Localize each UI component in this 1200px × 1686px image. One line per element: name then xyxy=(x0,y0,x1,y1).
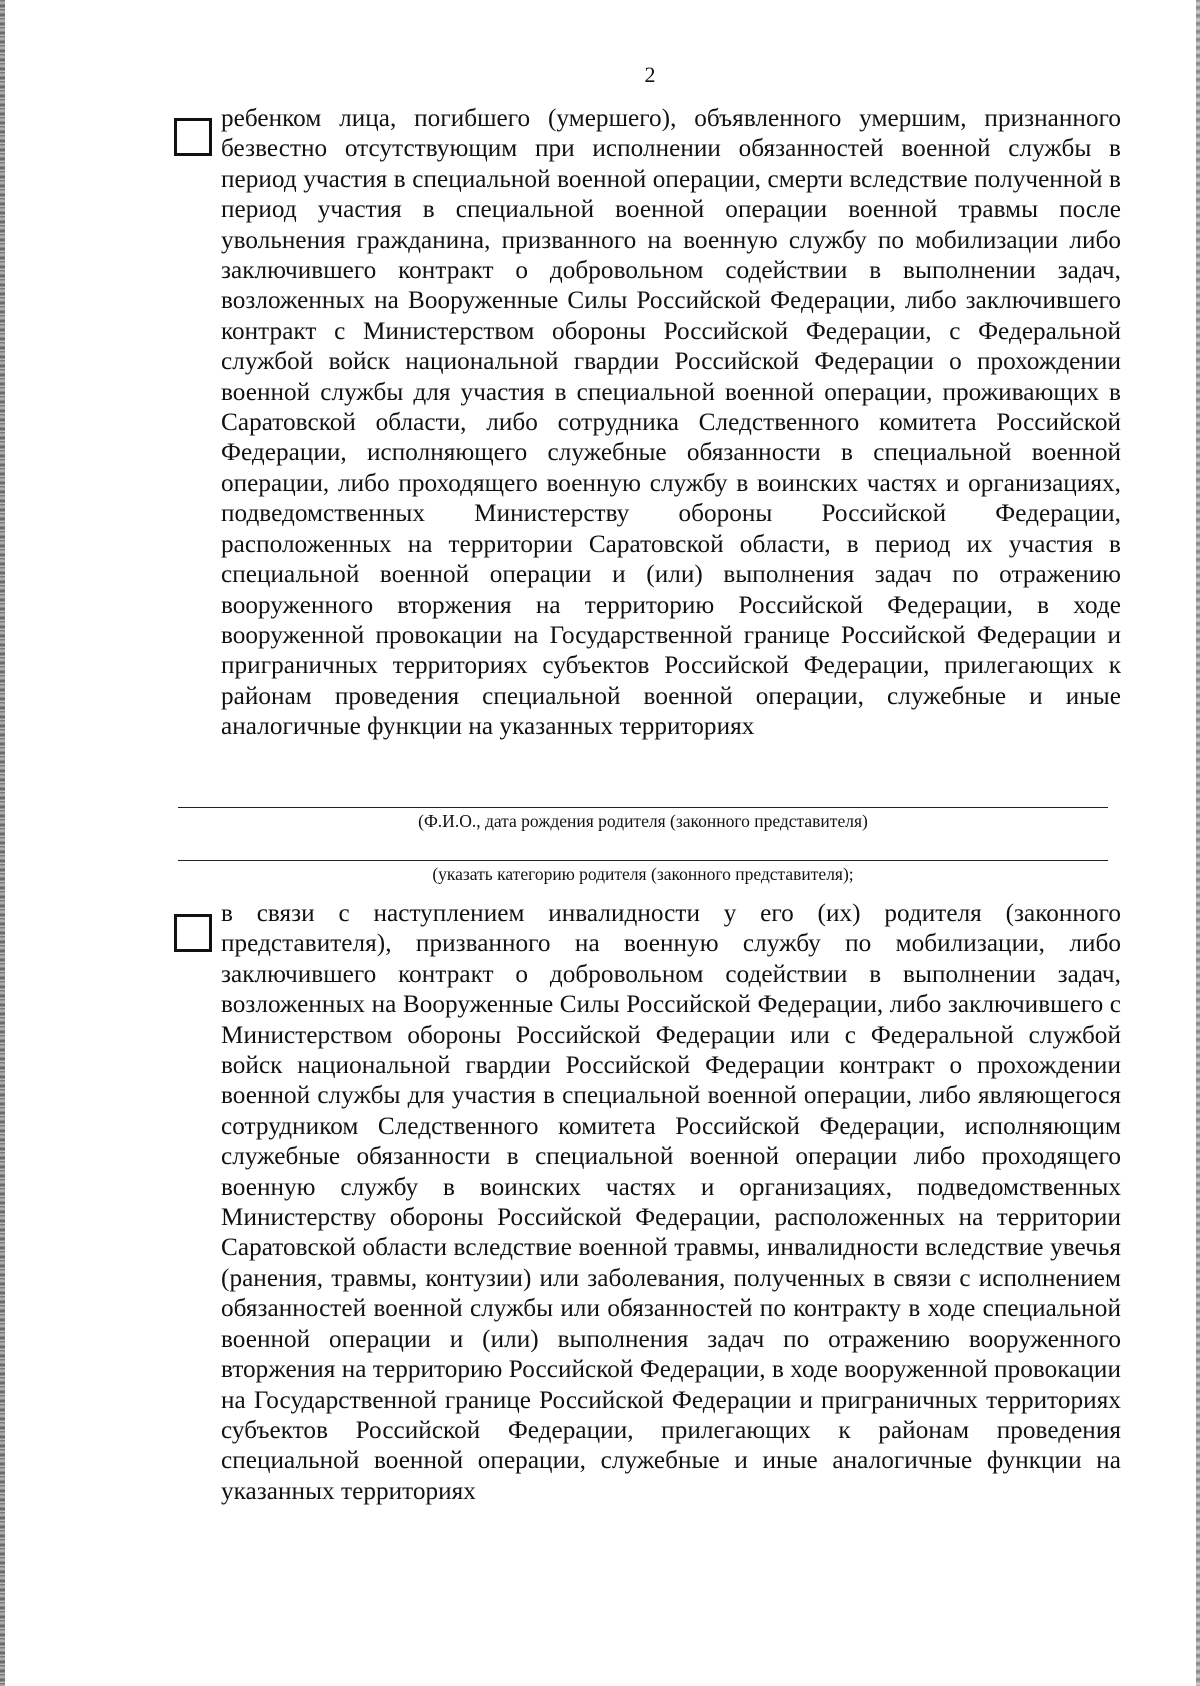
parent-category-caption: (указать категорию родителя (законного представителя); xyxy=(432,864,854,884)
parent-category-field[interactable] xyxy=(178,860,1108,861)
option-paragraph: ребенком лица, погибшего (умершего), объявленного умершим, признанного безвестно отсутствующим при исполнении обязанностей военной службы в период участия в специальной военной операции, смерти вследствие полученной в период участия в специальной военной операции военной травмы после увольнения гражданина, призванного на военную службу по мобилизации либо заключившего контракт о добровольном содействии в выполнении задач, возложенных на Вооруженные Силы Российской Федерации, либо заключившего контракт с Министерством обороны Российской Федерации, с Федеральной службой войск национальной гвардии Российской Федерации о прохождении военной службы для участия в специальной военной операции, проживающих в Саратовской области, либо сотрудника Следственного комитета Российской Федерации, исполняющего служебные обязанности в специальной военной операции, либо проходящего военную службу в воинских частях и организациях, подведомственных Министерству обороны Российской Федерации, расположенных на территории Саратовской области, в период их участия в специальной военной операции и (или) выполнения задач по отражению вооруженного вторжения на территорию Российской Федерации, в ходе вооруженной провокации на Государственной границе Российской Федерации и приграничных территориях субъектов Российской Федерации, прилегающих к районам проведения специальной военной операции, служебные и иные аналогичные функции на указанных территориях xyxy=(221,105,1121,741)
checkbox-child-of-deceased[interactable] xyxy=(174,118,212,156)
scan-edge-left xyxy=(0,0,5,1686)
scan-edge-right xyxy=(1196,0,1200,1686)
option-text-child-of-deceased xyxy=(221,104,1121,743)
checkbox-parent-disability[interactable] xyxy=(174,914,212,952)
option-paragraph: в связи с наступлением инвалидности у его (их) родителя (законного представителя), призванного на военную службу по мобилизации, либо заключившего контракт о добровольном содействии в выполнении задач, возложенных на Вооруженные Силы Российской Федерации, либо заключившего с Министерством обороны Российской Федерации или с Федеральной службой войск национальной гвардии Российской Федерации контракт о прохождении военной службы для участия в специальной военной операции, либо являющегося сотрудником Следственного комитета Российской Федерации, исполняющим служебные обязанности в специальной военной операции либо проходящего военную службу в воинских частях и организациях, подведомственных Министерству обороны Российской Федерации, расположенных на территории Саратовской области вследствие военной травмы, инвалидности вследствие увечья (ранения, травмы, контузии) или заболевания, полученных в связи с исполнением обязанностей военной службы или обязанностей по контракту в ходе специальной военной операции и (или) выполнения задач по отражению вооруженного вторжения на территорию Российской Федерации, в ходе вооруженной провокации на Государственной границе Российской Федерации и приграничных территориях субъектов Российской Федерации, прилегающих к районам проведения специальной военной операции, служебные и иные аналогичные функции на указанных территориях xyxy=(221,900,1121,1505)
parent-name-birthdate-caption: (Ф.И.О., дата рождения родителя (законного представителя) xyxy=(418,811,868,831)
page-number: 2 xyxy=(644,62,656,87)
parent-name-birthdate-field[interactable] xyxy=(178,807,1108,808)
option-text-parent-disability xyxy=(221,899,1121,1507)
